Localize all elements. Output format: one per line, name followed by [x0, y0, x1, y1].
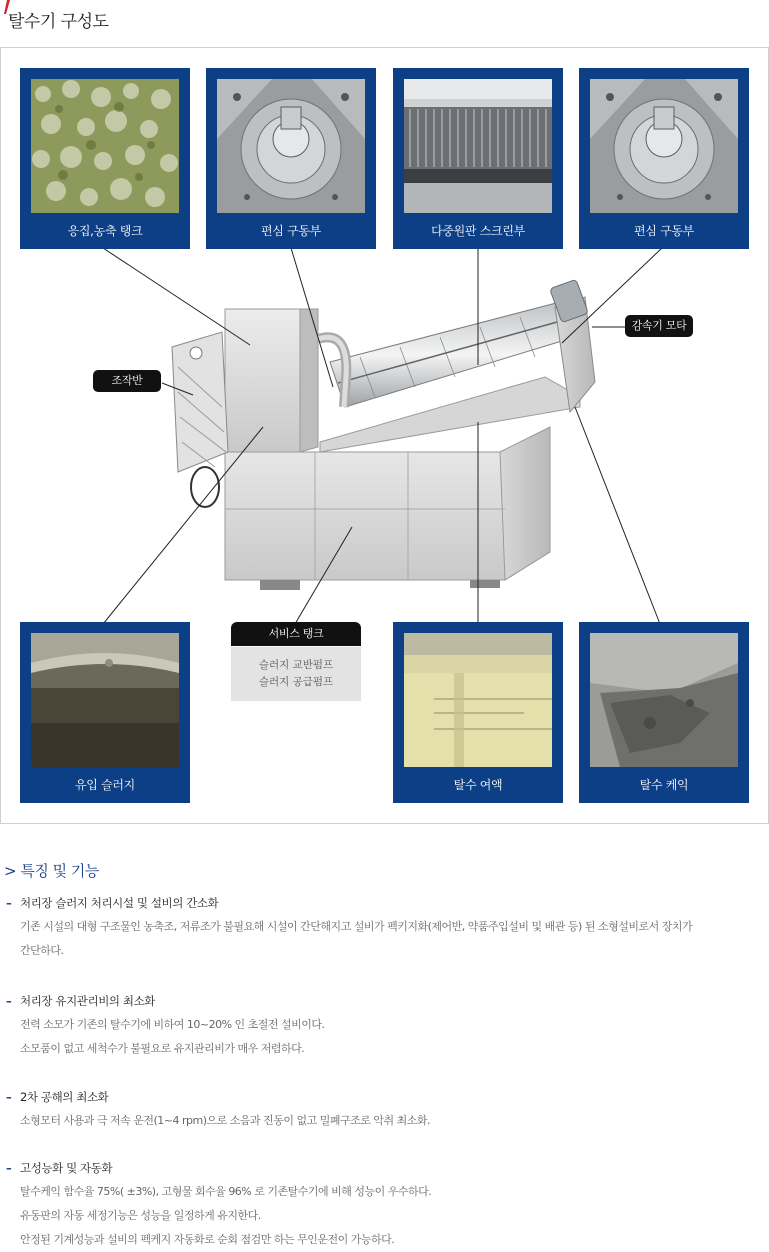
feature-item — [6, 1089, 746, 1133]
feature-title: 2차 공해의 최소화 — [20, 1090, 109, 1104]
feature-line: 유동판의 자동 세정기능은 성능을 일정하게 유지한다. — [20, 1209, 261, 1222]
feature-item — [6, 1160, 746, 1252]
feature-line: 탈수케익 함수율 75%( ±3%), 고형물 회수율 96% 로 기존탈수기에 비해 성능이 우수하다. — [20, 1185, 432, 1198]
card-caption: 편심 구동부 — [634, 224, 694, 238]
dash-icon: – — [6, 1090, 12, 1104]
label-service-tank: 서비스 탱크 — [231, 622, 361, 646]
feature-item — [6, 895, 746, 963]
dash-icon: – — [6, 896, 12, 910]
label-reducer-motor: 감속기 모타 — [625, 315, 693, 337]
card-eccentric-drive-1 — [206, 68, 376, 249]
feature-line: 간단하다. — [20, 944, 64, 957]
service-tank-items — [231, 647, 361, 701]
card-caption: 편심 구동부 — [261, 224, 321, 238]
feature-item — [6, 993, 746, 1061]
card-inflow-sludge — [20, 622, 190, 803]
filtrate-beaker-photo — [404, 633, 552, 767]
cake-sample-photo — [590, 633, 738, 767]
service-item: 슬러지 교반펌프 — [258, 659, 334, 671]
sludge-jar-photo — [31, 633, 179, 767]
screen-drum-photo — [404, 79, 552, 213]
feature-line: 기존 시설의 대형 구조물인 농축조, 저류조가 불필요해 시설이 간단해지고 설비가 펙키지화(제어반, 약품주입설비 및 배관 등) 된 소형설비로서 장치가 — [20, 920, 693, 933]
card-caption: 응집,농축 탱크 — [67, 224, 143, 238]
card-dewatered-cake — [579, 622, 749, 803]
floc-texture-photo — [31, 79, 179, 213]
card-caption: 탈수 케익 — [639, 778, 689, 792]
card-eccentric-drive-2 — [579, 68, 749, 249]
feature-line: 소형모터 사용과 극 저속 운전(1~4 rpm)으로 소음과 진동이 없고 밀폐구조로 악취 최소화. — [20, 1114, 431, 1127]
card-filtrate — [393, 622, 563, 803]
card-floc-tank — [20, 68, 190, 249]
feature-title: 처리장 유지관리비의 최소화 — [20, 994, 156, 1008]
feature-line: 안정된 기계성능과 설비의 펙케지 자동화로 순회 점검만 하는 무인운전이 가능하다. — [20, 1233, 395, 1246]
feature-title: 고성능화 및 자동화 — [20, 1161, 113, 1175]
dash-icon: – — [6, 994, 12, 1008]
drive-hub-photo — [590, 79, 738, 213]
card-caption: 탈수 여액 — [453, 778, 503, 792]
label-control-panel: 조작반 — [93, 370, 161, 392]
feature-line: 소모품이 없고 세척수가 불필요로 유지관리비가 매우 저렴하다. — [20, 1042, 305, 1055]
card-multi-disc-screen — [393, 68, 563, 249]
card-caption: 다중원판 스크린부 — [431, 224, 525, 238]
page-title: 탈수기 구성도 — [8, 12, 109, 32]
service-item: 슬러지 공급펌프 — [258, 676, 334, 688]
features-section-title: > 특징 및 기능 — [4, 862, 99, 880]
feature-title: 처리장 슬러지 처리시설 및 설비의 간소화 — [20, 896, 219, 910]
card-caption: 유입 슬러지 — [75, 778, 135, 792]
drive-hub-photo — [217, 79, 365, 213]
dash-icon: – — [6, 1161, 12, 1175]
feature-line: 전력 소모가 기존의 탈수기에 비하여 10~20% 인 초절전 설비이다. — [20, 1018, 325, 1031]
